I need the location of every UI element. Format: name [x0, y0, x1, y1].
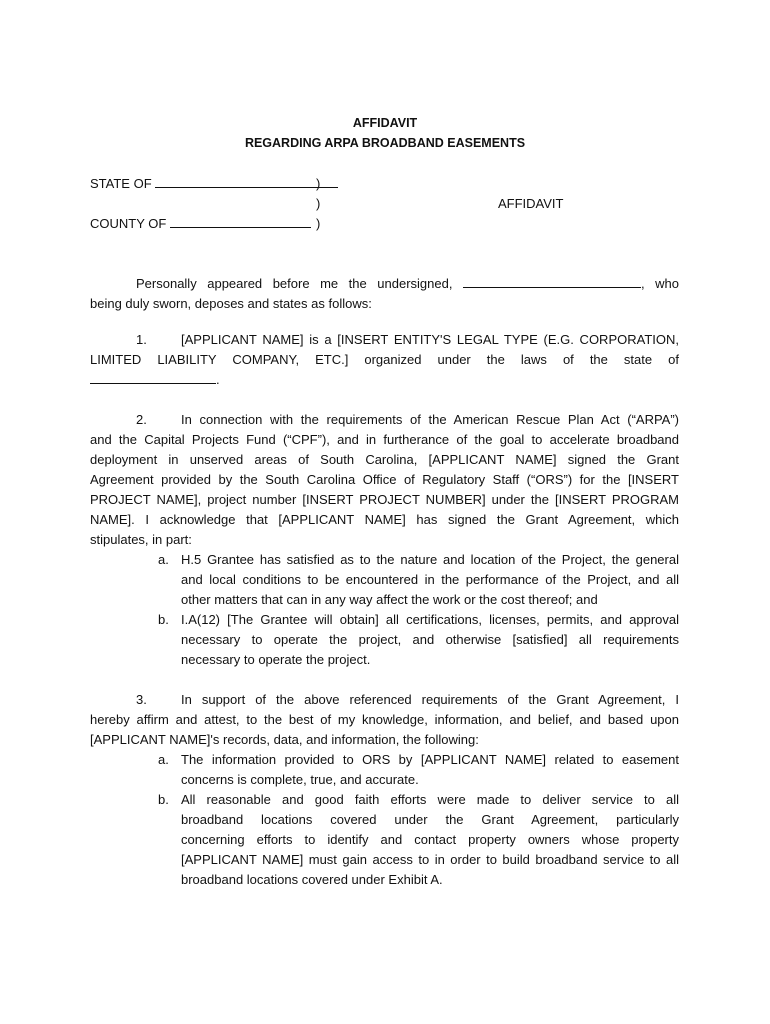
para3-line: In support of the above referenced requirements of the Grant Agreement, I: [181, 692, 679, 707]
para3-line: [APPLICANT NAME]'s records, data, and information, the following:: [90, 732, 479, 747]
para2: [90, 410, 679, 550]
list-item-line: broadband locations covered under the Grant Agreement, particularly: [181, 812, 679, 827]
list-item-line: [APPLICANT NAME] must gain access to in order to build broadband service to all: [181, 852, 679, 867]
para3-item-b: [181, 790, 679, 890]
para2-line: stipulates, in part:: [90, 532, 192, 547]
state-law-blank: [90, 371, 216, 384]
intro-line-2: being duly sworn, deposes and states as follows:: [90, 296, 372, 311]
state-blank: [155, 175, 338, 188]
county-of-label: COUNTY OF: [90, 216, 167, 231]
list-item-line: necessary to operate the project, and otherwise [satisfied] all requirements: [181, 632, 679, 647]
document-subtitle: REGARDING ARPA BROADBAND EASEMENTS: [244, 136, 526, 150]
paren-3: ): [316, 216, 321, 231]
state-of-label: STATE OF: [90, 176, 152, 191]
para3: [90, 690, 679, 750]
list-item-line: broadband locations covered under Exhibit A.: [181, 872, 443, 887]
para2-line: In connection with the requirements of the American Rescue Plan Act (“ARPA”): [181, 412, 679, 427]
para2-line: NAME]. I acknowledge that [APPLICANT NAME] has signed the Grant Agreement, which: [90, 512, 679, 527]
paren-1: ): [316, 176, 321, 191]
para1-number: 1.: [136, 332, 147, 347]
intro-line-1: [90, 274, 679, 294]
para3-item-a-label: a.: [158, 752, 169, 767]
intro-text-1: Personally appeared before me the undersigned,: [136, 276, 453, 291]
para3-line: hereby affirm and attest, to the best of my knowledge, information, and belief, and based upon: [90, 712, 679, 727]
para2-item-a: [181, 550, 679, 610]
para3-number: 3.: [136, 692, 147, 707]
para3-item-a: [181, 750, 679, 790]
list-item-line: other matters that can in any way affect the work or the cost thereof; and: [181, 592, 598, 607]
para1-line-1: [APPLICANT NAME] is a [INSERT ENTITY'S LEGAL TYPE (E.G. CORPORATION,: [181, 332, 679, 347]
para2-item-b: [181, 610, 679, 670]
undersigned-blank: [463, 275, 641, 288]
para2-line: and the Capital Projects Fund (“CPF”), and in furtherance of the goal to accelerate broadband: [90, 432, 679, 447]
list-item-line: All reasonable and good faith efforts were made to deliver service to all: [181, 792, 679, 807]
state-of-line: [90, 174, 338, 194]
affidavit-side-label: AFFIDAVIT: [498, 196, 564, 211]
list-item-line: necessary to operate the project.: [181, 652, 371, 667]
para3-item-b-label: b.: [158, 792, 169, 807]
list-item-line: and local conditions to be encountered in the performance of the Project, and all: [181, 572, 679, 587]
para2-line: Agreement provided by the South Carolina Office of Regulatory Staff (“ORS”) for the [INSERT: [90, 472, 679, 487]
paren-2: ): [316, 196, 321, 211]
para1-line-3: .: [90, 370, 679, 390]
para2-number: 2.: [136, 412, 147, 427]
list-item-line: H.5 Grantee has satisfied as to the nature and location of the Project, the general: [181, 552, 679, 567]
list-item-line: The information provided to ORS by [APPLICANT NAME] related to easement: [181, 752, 679, 767]
list-item-line: concerning efforts to identify and contact property owners whose property: [181, 832, 679, 847]
para2-line: PROJECT NAME], project number [INSERT PROJECT NUMBER] under the [INSERT PROGRAM: [90, 492, 679, 507]
para1-line-2: LIMITED LIABILITY COMPANY, ETC.] organized under the laws of the state of: [90, 352, 679, 367]
document-title: AFFIDAVIT: [352, 116, 418, 130]
county-blank: [170, 215, 311, 228]
intro-text-2: , who: [641, 276, 679, 291]
list-item-line: concerns is complete, true, and accurate.: [181, 772, 419, 787]
para2-item-a-label: a.: [158, 552, 169, 567]
list-item-line: I.A(12) [The Grantee will obtain] all certifications, licenses, permits, and approval: [181, 612, 679, 627]
para2-line: deployment in unserved areas of South Carolina, [APPLICANT NAME] signed the Grant: [90, 452, 679, 467]
intro-paragraph: [90, 274, 679, 314]
para2-item-b-label: b.: [158, 612, 169, 627]
para1: [90, 330, 679, 390]
county-of-line: [90, 214, 311, 234]
